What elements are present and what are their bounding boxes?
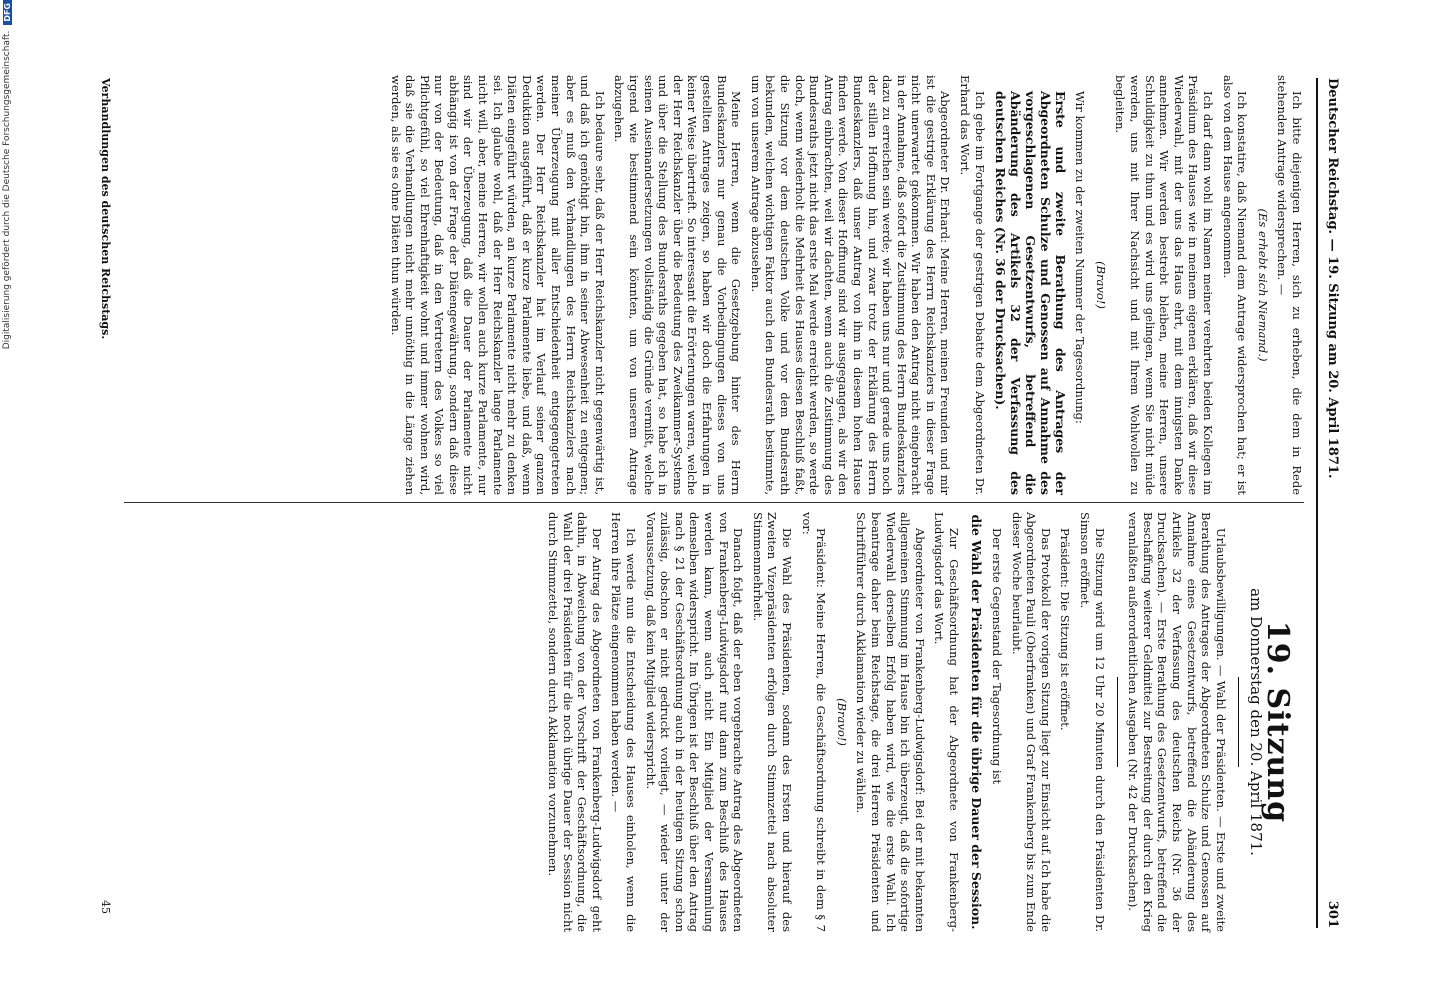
quote: Die Wahl des Präsidenten, sodann des Ersten und hierauf des Zweiten Vizepräsidenten erfolgen durch Stimmzettel nach absoluter Stimmenmehrheit. [750,512,794,932]
paragraph: Ich bitte diejenigen Herren, sich zu erheben, die dem in Rede stehenden Antrage widersprechen. — [1275,75,1304,495]
paragraph: Präsident: Die Sitzung ist eröffnet. [1058,528,1073,731]
paragraph: Zur Geschäftsordnung hat der Abgeordnete von Frankenberg-Ludwigsdorf das Wort. [932,512,961,932]
publication-footer: Verhandlungen des deutschen Reichstags. [99,78,112,340]
paragraph: Wir kommen zu der zweiten Nummer der Tagesordnung: [1073,91,1088,424]
agenda-item-heading: die Wahl der Präsidenten für die übrige Dauer der Session. [969,514,985,930]
paragraph: Das Protokoll der vorigen Sitzung liegt zur Einsicht auf. Ich habe die Abgeordneten Pauli (Oberfranken) und Graf Frankenberg bis zum Ende dieser Woche beurlaubt. [1009,512,1053,932]
right-column [540,512,1304,932]
stage-direction: (Bravo!) [834,698,849,746]
paragraph: Ich konstatire, daß Niemand dem Antrage widersprochen hat; er ist also von dem Hause angenommen. [1220,75,1250,495]
paragraph: Ich gebe im Fortgange der gestrigen Debatte dem Abgeordneten Dr. Erhard das Wort. [958,75,987,495]
session-title: 19. Sitzung [1260,620,1295,824]
paragraph: Der Antrag des Abgeordneten von Frankenberg-Ludwigsdorf geht dahin, in Abweichung von der Vorschrift der Geschäftsordnung, die Wahl der drei Präsidenten für die noch übrige Dauer der Session nicht durch Stimmzettel, sondern durch Akklamation vorzunehmen. [546,512,604,932]
agenda-item-heading: Erste und zweite Berathung des Antrages der Abgeordneten Schulze und Genossen auf Annahme des vorgeschlagenen Gesetzentwurfs, betreffend die Abänderung des Artikels 32 der Verfassung des deutschen Reiches (Nr. 36 der Drucksachen). [992,91,1068,495]
dfg-logo: DFG [3,0,12,25]
divider-rule [1238,677,1239,767]
stage-direction: (Es erhebt sich Niemand.) [1255,208,1270,362]
paragraph: Abgeordneter Dr. Erhard: Meine Herren, meinen Freunden und mir ist die gestrige Erklärung des Herrn Reichskanzlers in dieser Frage nicht unerwartet gekommen. Wir haben den Antrag nicht eingebracht in der Annahme, daß sofort die Zustimmung des Herrn Bundeskanzlers dazu zu erreichen sein werde; wir haben uns nur und gerade uns noch der stillen Hoffnung hin, und zwar trotz der Erklärung des Herrn Bundeskanzlers, daß unser Antrag von ihm in diesem hohen Hause finden werde. Von dieser Hoffnung sind wir ausgegangen, als wir den Antrag einbrachten, weil wir dachten, wenn auch die Zustimmung des Bundesraths jetzt nicht das erste Mal werde erreicht werden, so werde doch, wenn wiederholt die Mehrheit des Hauses diesen Beschluß faßt, die Sitzung vor dem deutschen Volke und vor dem Bundesrath bekunden, welchen wichtigen Faktor auch den Bundesrath bestimmte, um von unserem Antrage abzusehen. [748,75,953,495]
running-header [1316,78,1340,928]
scan-footer-text: Digitalisierung gefördert durch die Deutsche Forschungsgemeinschaft. [2,30,12,350]
session-date: am Donnerstag den 20. April 1871. [1247,588,1266,856]
paragraph: Meine Herren, wenn die Gesetzgebung hinter des Herrn Bundeskanzlers nur genau die Vorbedingungen dieses von uns gestellten Antrages zeigen, so haben wir doch die Erfahrungen in keiner Weise übertrieft. So interessant die Erörterungen waren, welche der Herr Reichskanzler über die Bedeutung des Zweikammer-Systems und über die Stellung des Bundesraths gegeben hat, so habe ich in seinen Auseinandersetzungen vollständig die Gründe vermißt, welche irgend wie bestimmend sein könnten, um von unserem Antrage abzugehen. [612,75,744,495]
signature-mark: 45 [99,900,112,914]
paragraph: Ich darf dann wohl im Namen meiner verehrten beiden Kollegen im Präsidium des Hauses wie in meinem eigenen erklären, daß wir diese Wiederwahl, mit der uns das Haus ehrt, mit dem innigsten Danke annehmen. Wir werden bestrebt bleiben, meine Herren, unsere Schuldigkeit zu thun und es wird uns gelingen, wenn Sie nicht müde werden, uns mit Ihrer Nachsicht und mit Ihrem Wohlwollen zu begleiten. [1113,75,1216,495]
divider-rule [1117,677,1118,767]
paragraph: Ich bedaure sehr, daß der Herr Reichskanzler nicht gegenwärtig ist, und daß ich genöthigt bin, ihm in seiner Abwesenheit zu entgegnen; aber es muß den Verhandlungen des Herrn Reichskanzlers nach meiner Überzeugung mit aller Entschiedenheit entgegengetreten werden. Der Herr Reichskanzler hat im Verlauf seiner ganzen Deduktion ausgeführt, daß er kurze Parlamente liebe, und daß, wenn Diäten eingeführt würden, an kurze Parlamente nicht mehr zu denken sei. Ich glaube wohl, daß der Herr Reichskanzler lange Parlamente nicht will, aber, meine Herren, wir wollen auch kurze Parlamente, nur sind wir der Überzeugung, daß die Dauer der Parlamente nicht abhängig ist von der Frage der Diätengewährung, sondern daß diese nur von der Bedeutung, daß in den Vertretern des Volkes so viel Pflichtgefühl, so viel Ehrenhaftigkeit wohnt und immer wohnen wird, daß sie die Verhandlungen nicht mehr unnöthig in die Länge ziehen werden, als sie es ohne Diäten thun würden. [388,75,607,495]
paragraph: Danach folgt, daß der eben vorgebrachte Antrag des Abgeordneten von Frankenberg-Ludwigsdorf nur dann zum Beschluß des Hauses werden kann, wenn auch nicht Ein Mitglied der Versammlung demselben widerspricht. Im Übrigen ist der Beschluß über den Antrag nach § 21 der Geschäftsordnung auch in der heutigen Sitzung schon zulässig, obschon er nicht gedruckt vorliegt, — wieder unter der Voraussetzung, daß kein Mitglied widerspricht. [643,512,746,932]
paragraph: Abgeordneter von Frankenberg-Ludwigsdorf: Bei der mit bekannten allgemeinen Stimmung im Hause bin ich überzeugt, daß die sofortige Wiederwahl derselben Erfolg haben wird, wie die erste Wahl. Ich beantrage daher beim Reichstage, die drei Herren Präsidenten und Schriftführer durch Akklamation wieder zu wählen. [854,512,927,932]
left-column [383,75,1304,495]
paragraph: Der erste Gegenstand der Tagesordnung ist [990,528,1005,785]
stage-direction: (Bravo!) [1093,261,1108,309]
page-number: 301 [1325,900,1340,928]
paragraph: Präsident: Meine Herren, die Geschäftsordnung schreibt in dem § 7 vor: [799,512,829,932]
paragraph: Ich werde nun die Entscheidung des Hauses einholen, wenn die Herren ihre Plätze eingenommen haben werden. — [609,512,639,932]
running-header-title: Deutscher Reichstag. — 19. Sitzung am 20. April 1871. [1325,78,1340,479]
column-divider [124,502,1304,503]
agenda-summary: Urlaubsbewilligungen. — Wahl der Präsidenten. — Erste und zweite Berathung des Antrages der Abgeordneten Schulze und Genossen auf Annahme eines Gesetzentwurfs, betreffend die Abänderung des Artikels 32 der Verfassung des deutschen Reichs (Nr. 36 der Drucksachen). — Erste Berathung des Gesetzentwurfs, betreffend die Beschaffung weiterer Geldmittel zur Bestreitung der durch den Krieg veranlaßten außerordentlichen Ausgaben (Nr. 42 der Drucksachen). [1126,512,1228,932]
paragraph: Die Sitzung wird um 12 Uhr 20 Minuten durch den Präsidenten Dr. Simson eröffnet. [1078,512,1107,932]
